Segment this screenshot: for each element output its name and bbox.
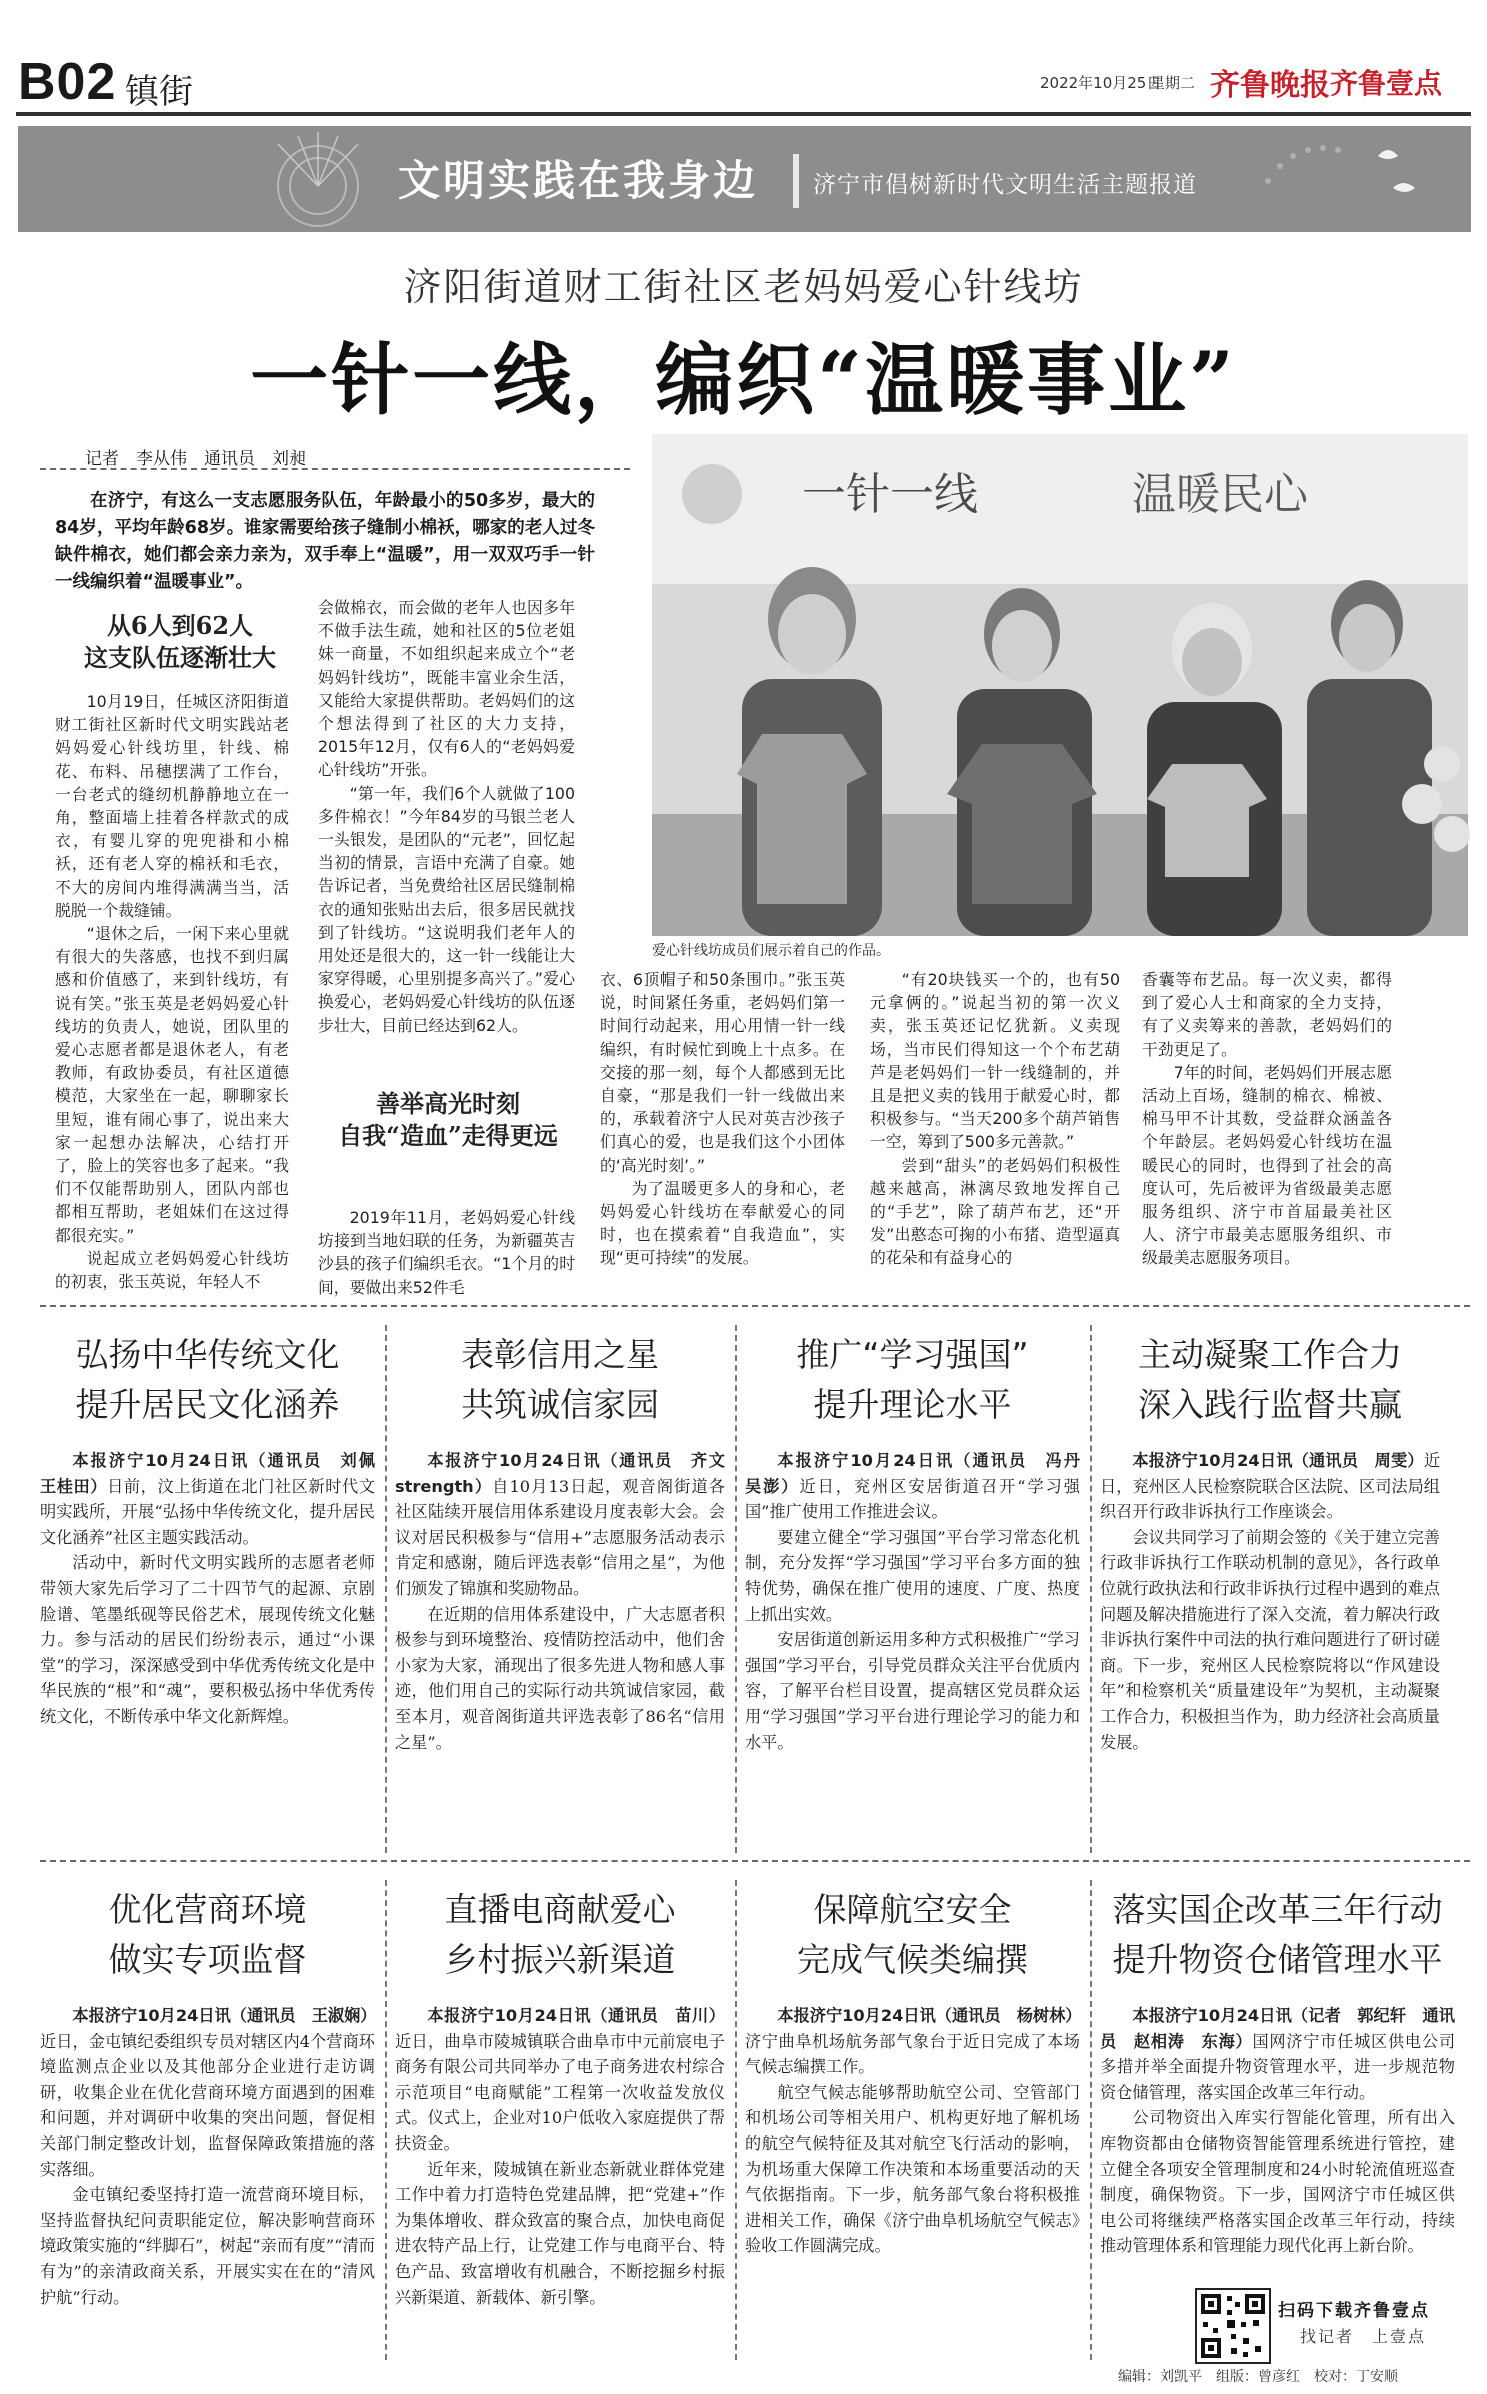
brief-lead: 本报济宁10月24日讯（通讯员 周雯） [1132, 1451, 1424, 1470]
brief-title [1100, 1885, 1455, 1985]
brief-8 [1100, 1885, 1455, 2293]
brief-lead: 本报济宁10月24日讯（通讯员 杨树林） [777, 2006, 1082, 2025]
feature-col-3 [600, 968, 845, 1290]
newspaper-logo: 齐鲁晚报 [1210, 68, 1330, 103]
brief-6 [395, 1885, 725, 2383]
brief-title [1100, 1330, 1440, 1430]
section-name: 镇街 [125, 72, 193, 112]
feature-intro: 在济宁，有这么一支志愿服务队伍，年龄最小的50多岁，最大的84岁，平均年龄68岁。谁家需要给孩子缝制小棉袄，哪家的老人过冬缺件棉衣，她们都会亲力亲为，双手奉上“温暖”，用一双双巧手一针一线编织着“温暖事业”。 [55, 491, 595, 592]
paragraph: 要建立健全“学习强国”平台学习常态化机制，充分发挥“学习强国”学习平台多方面的独特优势，确保在推广使用的速度、广度、热度上抓出实效。 [745, 1527, 1080, 1624]
feature-photo [652, 434, 1468, 936]
paragraph: 济宁曲阜机场航务部气象台于近日完成了本场气候志编撰工作。 [745, 2031, 1080, 2077]
brief-body [40, 1448, 392, 1848]
photo-sign-left: 一针一线 [802, 469, 978, 520]
brief-lead: 本报济宁10月24日讯（通讯员 王淑娴） [72, 2006, 377, 2025]
qr-label-1: 扫码下载齐鲁壹点 [1278, 2301, 1430, 2321]
brief-7 [745, 1885, 1080, 2383]
editor-credits: 编辑：刘凯平 组版：曾彦红 校对：丁安顺 [1118, 2369, 1398, 2385]
column-banner [18, 126, 1471, 232]
brief-title-line2: 乡村振兴新渠道 [444, 1940, 676, 1979]
paragraph: “第一年，我们6个人就做了100多件棉衣！”今年84岁的马银兰老人一头银发，是团队的“元老”，回忆起当初的情景，言语中充满了自豪。她告诉记者，当免费给社区居民缝制棉衣的通知张贴出去后，很多居民就找到了针线坊。“这说明我们老年人的用处还是很大的，这一针一线能让大家穿得暖，心里别提多高兴了。”爱心换爱心，老妈妈爱心针线坊的队伍逐步壮大，目前已经达到62人。 [318, 783, 575, 1035]
column-rule [1090, 1325, 1092, 1853]
brief-body [1100, 2003, 1455, 2293]
issue-weekday: 星期二 [1150, 74, 1196, 92]
photo-illustration [652, 434, 1468, 936]
subhead-1-line2: 这支队伍逐渐壮大 [84, 643, 276, 672]
paragraph: 10月19日，任城区济阳街道财工街社区新时代文明实践站老妈妈爱心针线坊里，针线、棉花、布料、吊穗摆满了工作台，一台老式的缝纫机静静地立在一角，整面墙上挂着各样款式的成衣，有婴儿穿的兜兜褂和小棉袄，还有老人穿的棉袄和毛衣，不大的房间内堆得满满当当，活脱脱一个裁缝铺。 [55, 692, 289, 920]
brief-5 [40, 1885, 375, 2383]
paragraph: 为了温暖更多人的身和心，老妈妈爱心针线坊在奉献爱心的同时，也在摸索着“自我造血”，实现“更可持续”的发展。 [600, 1178, 845, 1268]
paragraph: 在近期的信用体系建设中，广大志愿者积极参与到环境整治、疫情防控活动中，他们舍小家为大家，涌现出了很多先进人物和感人事迹，他们用自己的实际行动共筑诚信家园，截至本月，观音阁街道共评选表彰了86名“信用之星”。 [395, 1604, 725, 1752]
brief-title-line2: 完成气候类编撰 [797, 1940, 1028, 1979]
paragraph: 金屯镇纪委坚持打造一流营商环境目标，坚持监督执纪问责职能定位，解决影响营商环境政策实施的“绊脚石”，树起“亲而有度”“清而有为”的亲清政商关系，开展实实在在的“清风护航”行动。 [40, 2185, 375, 2307]
paragraph: 会议共同学习了前期会签的《关于建立完善行政非诉执行工作联动机制的意见》，各行政单位就行政执法和行政非诉执行过程中遇到的难点问题及解决措施进行了深入交流，着力解决行政非诉执行案件中司法的执行难问题进行了研讨磋商。下一步，兖州区人民检察院将以“作风建设年”和检察机关“质量建设年”为契机，主动凝聚工作合力，积极担当作为，助力经济社会高质量发展。 [1100, 1527, 1440, 1752]
feature-col-2a [318, 596, 575, 1064]
paragraph: 7年的时间，老妈妈们开展志愿活动上百场，缝制的棉衣、棉被、棉马甲不计其数，受益群众涵盖各个年龄层。老妈妈爱心针线坊在温暖民心的同时，也得到了社会的高度认可，先后被评为省级最美志愿服务组织、济宁市首届最美社区人、济宁市最美志愿服务组织、市级最美志愿服务项目。 [1142, 1062, 1392, 1268]
qr-label-2: 找记者 上壹点 [1300, 2327, 1427, 2346]
brief-lead: 本报济宁10月24日讯（通讯员 刘佩 王桂田） [40, 1451, 392, 1496]
brief-title [395, 1885, 725, 1985]
paragraph: “有20块钱买一个的，也有50元拿俩的。”说起当初的第一次义卖，张玉英还记忆犹新。义卖现场，当市民们得知这一个个布艺葫芦是老妈妈们一针一线缝制的，并且是把义卖的钱用于献爱心时，都积极参与。“当天200多个葫芦销售一空，筹到了500多元善款。” [870, 970, 1120, 1152]
brief-body [745, 2003, 1080, 2383]
photo-sign-right: 温暖民心 [1132, 469, 1308, 520]
paragraph: “退休之后，一闲下来心里就有很大的失落感，也找不到归属感和价值感了，来到针线坊，有说有笑。”张玉英是老妈妈爱心针线坊的负责人，她说，团队里的爱心志愿者都是退休老人，有老教师，有政协委员，有社区道德模范，大家坐在一起，聊聊家长里短，谁有闹心事了，说出来大家一起想办法解决，心结打开了，脸上的笑容也多了起来。“我们不仅能帮助别人，团队内部也都相互帮助，老姐妹们在这过得都很充实。” [55, 924, 289, 1245]
brief-lead: 本报济宁10月24日讯（记者 郭纪轩 通讯员 赵相涛 东海） [1100, 2006, 1455, 2051]
column-rule [385, 1325, 387, 1853]
feature-kicker: 济阳街道财工街社区老妈妈爱心针线坊 [403, 265, 1084, 309]
page-number: B02 [18, 53, 117, 111]
byline: 记者 李从伟 通讯员 刘昶 [85, 449, 306, 469]
section-rule-1 [40, 1305, 1470, 1307]
brief-body [745, 1448, 1097, 1848]
section-rule-2 [40, 1860, 1470, 1862]
banner-title: 文明实践在我身边 [398, 156, 759, 205]
banner-divider [793, 154, 799, 208]
brief-body [395, 1448, 725, 1848]
subhead-1-line1: 从6人到62人 [106, 611, 254, 640]
brief-title-line1: 主动凝聚工作合力 [1138, 1335, 1402, 1374]
feature-col-2b [318, 1206, 575, 1297]
paragraph: 2019年11月，老妈妈爱心针线坊接到当地妇联的任务，为新疆英吉沙县的孩子们编织毛衣。“1个月的时间，要做出来52件毛 [318, 1208, 575, 1297]
subhead-1 [50, 610, 310, 674]
brief-title [40, 1330, 375, 1430]
brief-title [745, 1885, 1080, 1985]
brief-body [40, 2003, 375, 2383]
app-logo: 齐鲁壹点 [1330, 67, 1443, 100]
banner-subtitle: 济宁市倡树新时代文明生活主题报道 [813, 172, 1197, 198]
brief-lead: 本报济宁10月24日讯（通讯员 齐文strength） [395, 1451, 725, 1496]
column-rule [385, 1880, 387, 2360]
brief-1 [40, 1330, 392, 1848]
brief-title-line1: 推广“学习强国” [796, 1335, 1029, 1374]
paragraph: 尝到“甜头”的老妈妈们积极性越来越高，淋漓尽致地发挥自己的“手艺”，除了葫芦布艺，还“开发”出憨态可掬的小布猪、造型逼真的花朵和有益身心的 [870, 1155, 1120, 1268]
brief-title-line1: 保障航空安全 [813, 1890, 1012, 1929]
brief-lead: 本报济宁10月24日讯（通讯员 冯丹 吴澎） [745, 1451, 1097, 1496]
paragraph: 会做棉衣，而会做的老年人也因多年不做手法生疏，她和社区的5位老姐妹一商量，不如组织起来成立个“老妈妈针线坊”，既能丰富业余生活，又能给大家提供帮助。老妈妈们的这个想法得到了社区的大力支持，2015年12月，仅有6人的“老妈妈爱心针线坊”开张。 [318, 598, 575, 780]
photo-caption: 爱心针线坊成员们展示着自己的作品。 [652, 943, 890, 959]
paragraph: 安居街道创新运用多种方式积极推广“学习强国”学习平台，引导党员群众关注平台优质内容，了解平台栏目设置，提高辖区党员群众运用“学习强国”学习平台进行理论学习的能力和水平。 [745, 1630, 1080, 1752]
paragraph: 说起成立老妈妈爱心针线坊的初衷，张玉英说，年轻人不 [55, 1248, 289, 1292]
brief-4 [1100, 1330, 1440, 1848]
brief-title [40, 1885, 375, 1985]
paragraph: 航空气候志能够帮助航空公司、空管部门和机场公司等相关用户、机构更好地了解机场的航空气候特征及其对航空飞行活动的影响，为机场重大保障工作决策和本场重要活动的天气依据指南。下一步，航务部气象台将积极推进相关工作，确保《济宁曲阜机场航空气候志》验收工作圆满完成。 [745, 2082, 1080, 2256]
feature-col-1 [55, 690, 289, 1290]
column-rule [735, 1325, 737, 1853]
brief-title-line2: 提升居民文化涵养 [75, 1385, 340, 1424]
paragraph: 近日，曲阜市陵城镇联合曲阜市中元前宸电子商务有限公司共同举办了电子商务进农村综合示范项目“电商赋能”工程第一次收益发放仪式。仪式上，企业对10户低收入家庭提供了帮扶资金。 [395, 2031, 725, 2153]
paragraph: 国网济宁市任城区供电公司多措并举全面提升物资管理水平，进一步规范物资仓储管理，落实国企改革三年行动。 [1100, 2031, 1456, 2102]
subhead-2 [318, 1088, 578, 1152]
feature-col-5 [1142, 968, 1392, 1290]
brief-title-line1: 落实国企改革三年行动 [1112, 1890, 1443, 1929]
brief-3 [745, 1330, 1097, 1848]
paragraph: 日前，汶上街道在北门社区新时代文明实践所，开展“弘扬中华传统文化，提升居民文化涵养”社区主题实践活动。 [40, 1476, 376, 1547]
brief-title-line2: 提升理论水平 [813, 1385, 1012, 1424]
subhead-2-line2: 自我“造血”走得更远 [338, 1121, 558, 1150]
paragraph: 近日，金屯镇纪委组织专员对辖区内4个营商环境监测点企业以及其他部分企业进行走访调研，收集企业在优化营商环境方面遇到的困难和问题，并对调研中收集的突出问题，督促相关部门制定整改计划，监督保障政策措施的落实落细。 [40, 2031, 375, 2179]
subhead-2-line1: 善举高光时刻 [376, 1089, 520, 1118]
column-rule [735, 1880, 737, 2360]
qr-pattern-icon [1197, 2290, 1269, 2362]
brief-title-line2: 提升物资仓储管理水平 [1112, 1940, 1443, 1979]
paragraph: 近日，兖州区安居街道召开“学习强国”推广使用工作推进会议。 [745, 1476, 1080, 1522]
paragraph: 衣、6顶帽子和50条围巾。”张玉英说，时间紧任务重，老妈妈们第一时间行动起来，用心用情一针一线编织，有时候忙到晚上十点多。在交接的那一刻，每个人都感到无比自豪，“那是我们一针一线做出来的，承载着济宁人民对英吉沙孩子们真心的爱，也是我们这个小团体的‘高光时刻’。” [600, 970, 845, 1175]
feature-col-4 [870, 968, 1120, 1290]
brief-title [395, 1330, 725, 1430]
brief-body [1100, 1448, 1440, 1848]
paragraph: 公司物资出入库实行智能化管理，所有出入库物资都由仓储物资智能管理系统进行管控，建立健全各项安全管理制度和24小时轮流值班巡查制度，确保物资。下一步，国网济宁市任城区供电公司将继续严格落实国企改革三年行动，持续推动管理体系和管理能力现代化再上新台阶。 [1100, 2108, 1455, 2256]
qr-code[interactable] [1195, 2288, 1271, 2364]
paragraph: 活动中，新时代文明实践所的志愿者老师带领大家先后学习了二十四节气的起源、京剧脸谱、笔墨纸砚等民俗艺术，展现传统文化魅力。参与活动的居民们纷纷表示，通过“小课堂”的学习，深深感受到中华优秀传统文化是中华民族的“根”和“魂”，要积极弘扬中华优秀传统文化，不断传承中华文化新辉煌。 [40, 1553, 375, 1726]
brief-title-line1: 弘扬中华传统文化 [75, 1335, 340, 1374]
feature-headline: 一针一线，编织“温暖事业” [250, 335, 1237, 426]
brief-title-line1: 表彰信用之星 [461, 1335, 659, 1374]
brief-title-line1: 直播电商献爱心 [444, 1890, 676, 1929]
brief-title-line2: 做实专项监督 [108, 1940, 307, 1979]
brief-title-line2: 深入践行监督共赢 [1138, 1385, 1402, 1424]
header-rule [16, 112, 1471, 116]
brief-2 [395, 1330, 725, 1848]
paragraph: 近日，兖州区人民检察院联合区法院、区司法局组织召开行政非诉执行工作座谈会。 [1100, 1451, 1440, 1522]
brief-title [745, 1330, 1080, 1430]
brief-title-line2: 共筑诚信家园 [461, 1385, 659, 1424]
brief-title-line1: 优化营商环境 [108, 1890, 307, 1929]
paragraph: 香囊等布艺品。每一次义卖，都得到了爱心人士和商家的全力支持，有了义卖筹来的善款，老妈妈们的干劲更足了。 [1142, 970, 1392, 1059]
paragraph: 自10月13日起，观音阁街道各社区陆续开展信用体系建设月度表彰大会。会议对居民积极参与“信用+”志愿服务活动表示肯定和感谢，随后评选表彰“信用之星”，为他们颁发了锦旗和奖励物品。 [395, 1476, 725, 1598]
column-rule [1090, 1880, 1092, 2360]
brief-body [395, 2003, 725, 2383]
issue-date: 2022年10月25日 [1040, 74, 1162, 92]
brief-lead: 本报济宁10月24日讯（通讯员 苗川） [427, 2006, 725, 2025]
paragraph: 近年来，陵城镇在新业态新就业群体党建工作中着力打造特色党建品牌，把“党建+”作为集体增收、群众致富的聚合点，加快电商促进农特产品上行，让党建工作与电商平台、特色产品、致富增收有机融合，不断挖掘乡村振兴新渠道、新载体、新引擎。 [395, 2159, 725, 2307]
